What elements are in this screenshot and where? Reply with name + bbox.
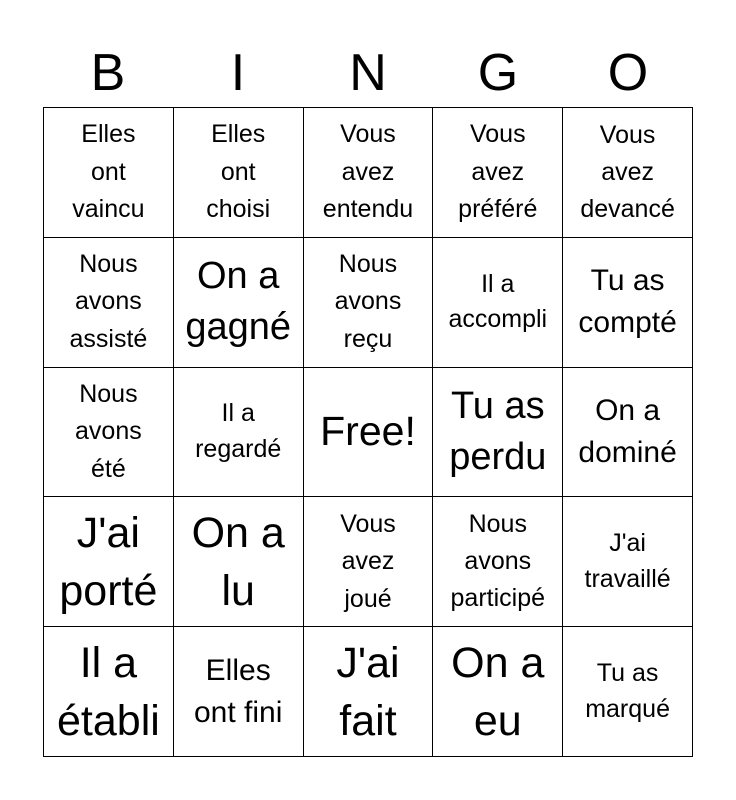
bingo-cell-4-2[interactable] xyxy=(174,497,304,627)
bingo-card xyxy=(43,107,693,757)
cell-text: J'ai fait xyxy=(336,638,400,745)
bingo-cell-1-5[interactable] xyxy=(563,108,693,238)
cell-text: Vous avez joué xyxy=(340,509,396,613)
bingo-cell-5-2[interactable] xyxy=(174,627,304,757)
cell-text: Vous avez préféré xyxy=(458,120,538,224)
bingo-cell-3-2[interactable] xyxy=(174,368,304,498)
cell-text: On a eu xyxy=(451,638,545,745)
bingo-cell-1-4[interactable] xyxy=(433,108,563,238)
bingo-cell-4-5[interactable] xyxy=(563,497,693,627)
cell-text: Nous avons reçu xyxy=(334,249,402,353)
cell-text: On a lu xyxy=(191,508,285,615)
cell-text: Vous avez devancé xyxy=(580,120,675,223)
bingo-cell-3-3[interactable] xyxy=(304,368,434,498)
bingo-cell-2-1[interactable] xyxy=(44,238,174,368)
cell-text: Tu as perdu xyxy=(449,384,547,478)
cell-text: On a gagné xyxy=(185,254,292,349)
cell-text: Elles ont vaincu xyxy=(72,120,145,224)
header-letter-b: B xyxy=(90,44,126,102)
header-letter-o: O xyxy=(607,44,649,102)
cell-text: Tu as compté xyxy=(578,264,677,340)
header-letter-i: I xyxy=(230,44,246,102)
header-letter-g: G xyxy=(477,44,519,102)
bingo-cell-1-1[interactable] xyxy=(44,108,174,238)
cell-text: Nous avons été xyxy=(75,379,142,483)
cell-text: Elles ont fini xyxy=(194,653,283,729)
bingo-cell-2-5[interactable] xyxy=(563,238,693,368)
bingo-header xyxy=(43,40,693,106)
cell-text: Tu as marqué xyxy=(585,659,670,723)
free-space-text: Free! xyxy=(320,408,416,455)
bingo-cell-2-3[interactable] xyxy=(304,238,434,368)
bingo-cell-5-3[interactable] xyxy=(304,627,434,757)
bingo-cell-5-5[interactable] xyxy=(563,627,693,757)
bingo-cell-4-1[interactable] xyxy=(44,497,174,627)
cell-text: Nous avons assisté xyxy=(69,249,148,353)
cell-text: Il a accompli xyxy=(448,269,548,334)
bingo-cell-1-2[interactable] xyxy=(174,108,304,238)
bingo-cell-5-4[interactable] xyxy=(433,627,563,757)
cell-text: J'ai travaillé xyxy=(584,529,671,593)
cell-text: Nous avons participé xyxy=(450,510,546,613)
cell-text: Il a établi xyxy=(57,638,160,745)
bingo-cell-2-2[interactable] xyxy=(174,238,304,368)
cell-text: Il a regardé xyxy=(195,399,282,463)
bingo-cell-3-4[interactable] xyxy=(433,368,563,498)
bingo-cell-2-4[interactable] xyxy=(433,238,563,368)
bingo-cell-4-4[interactable] xyxy=(433,497,563,627)
bingo-cell-1-3[interactable] xyxy=(304,108,434,238)
cell-text: J'ai porté xyxy=(59,508,158,615)
cell-text: Elles ont choisi xyxy=(206,120,271,224)
cell-text: Vous avez entendu xyxy=(322,120,414,224)
bingo-cell-5-1[interactable] xyxy=(44,627,174,757)
bingo-cell-4-3[interactable] xyxy=(304,497,434,627)
cell-text: On a dominé xyxy=(578,393,677,469)
bingo-cell-3-1[interactable] xyxy=(44,368,174,498)
header-letter-n: N xyxy=(349,44,387,102)
bingo-cell-3-5[interactable] xyxy=(563,368,693,498)
